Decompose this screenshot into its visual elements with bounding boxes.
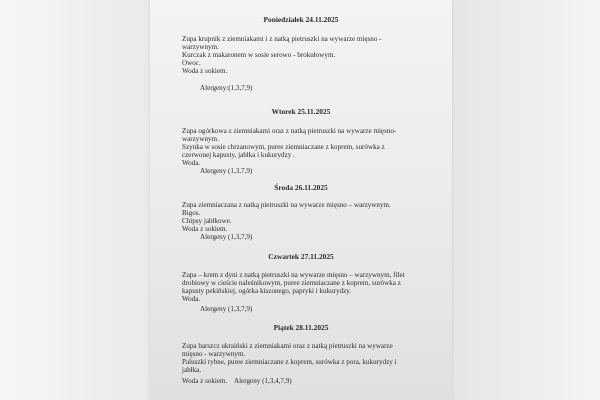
menu-line: Chipsy jabłkowe. — [182, 217, 232, 225]
menu-line: Woda. — [182, 295, 201, 303]
menu-line: czerwonej kapusty, jabłka i kukurydzy . — [182, 151, 295, 159]
allergens-monday: Alergeny:(1,3,7,9) — [200, 84, 253, 92]
menu-line: Woda z sokiem. — [182, 67, 228, 75]
menu-line: Zupa ogórkowa z ziemniakami oraz z natką pietruszki na wywarze mięsno- — [182, 127, 397, 135]
menu-line: jabłka. — [182, 366, 202, 374]
day-heading-wednesday: Środa 26.11.2025 — [274, 183, 328, 192]
menu-line: kapusty pekińskiej, ogórka kiszonego, papryki i kukurydzy. — [182, 287, 352, 295]
menu-line: Woda z sokiem. — [182, 225, 228, 233]
menu-sheet — [150, 0, 452, 400]
day-heading-friday: Piątek 28.11.2025 — [273, 323, 329, 332]
background-right — [452, 0, 600, 400]
menu-line: Szynka w sosie chrzanowym, puree ziemniaczane z koprem, surówka z — [182, 143, 385, 151]
menu-line: Woda. — [182, 159, 201, 167]
menu-line: Zupa barszcz ukraiński z ziemniakami oraz z natką pietruszki na wywarze — [182, 342, 393, 350]
allergens-wednesday: Alergeny (1,3,7,9) — [200, 233, 253, 241]
day-heading-monday: Poniedziałek 24.11.2025 — [263, 15, 339, 24]
menu-line: Woda z sokiem. Alergeny (1,3,4,7,9) — [182, 377, 292, 385]
day-heading-tuesday: Wtorek 25.11.2025 — [271, 107, 331, 116]
allergens-thursday: Alergeny (1,3,7,9) — [200, 305, 253, 313]
menu-line: Paluszki rybne, puree ziemniaczane z koprem, surówka z pora, kukurydzy i — [182, 358, 397, 366]
menu-line: Owoc. — [182, 59, 201, 67]
menu-line: warzywnym. — [182, 43, 219, 51]
menu-line: drobiowy w cieście naleśnikowym, puree ziemniaczane z koprem, surówka z — [182, 279, 401, 287]
allergens-tuesday: Alergeny (1,3,7,9) — [200, 167, 253, 175]
menu-line: mięsno - warzywnym. — [182, 350, 246, 358]
menu-line: Zupa – krem z dyni z natką pietruszki na wywarze mięsno – warzywnym, filet — [182, 271, 405, 279]
menu-line: Bigos. — [182, 209, 201, 217]
menu-line: Kurczak z makaronem w sosie serowo - brokułowym. — [182, 51, 336, 59]
menu-line: Zupa krupnik z ziemniakami i z natką pietruszki na wywarze mięsno - — [182, 35, 382, 43]
menu-line: warzywnym. — [182, 135, 219, 143]
background-left — [0, 0, 150, 400]
menu-line: Zupa ziemniaczana z natką pietruszki na wywarze mięsno – warzywnym. — [182, 201, 391, 209]
day-heading-thursday: Czwartek 27.11.2025 — [268, 252, 334, 261]
